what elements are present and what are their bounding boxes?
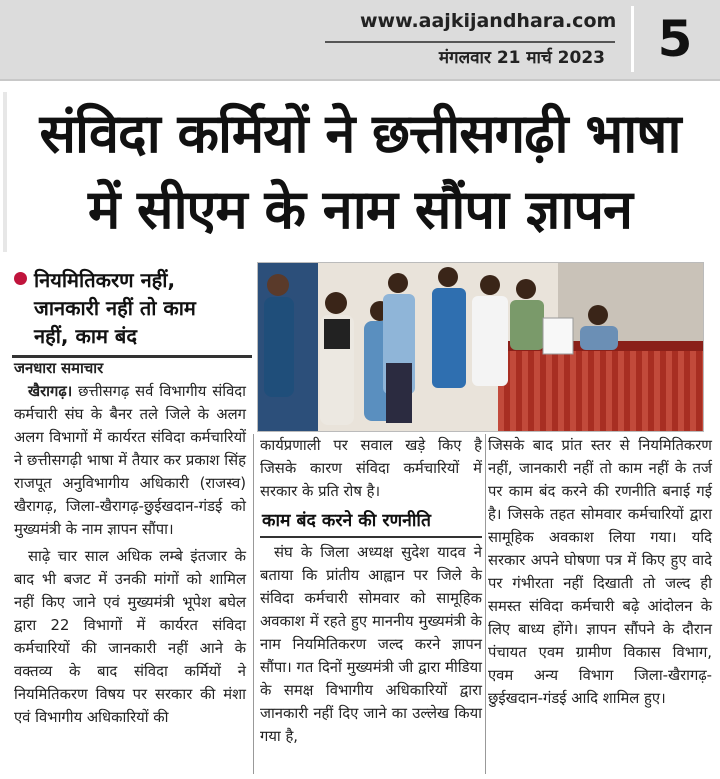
page-number: 5 <box>657 10 693 68</box>
issue-date: मंगलवार 21 मार्च 2023 <box>438 48 605 68</box>
column-2-paragraph-2: संघ के जिला अध्यक्ष सुदेश यादव ने बताया कि प्रांतीय आह्वान पर जिले के संविदा कर्मचारी सोमवार को सामूहिक अवकाश में रहते हुए माननीय मुख्यमंत्री के नाम नियमितिकरण जल्द करने ज्ञापन सौंपा। गत दिनों मुख्यमंत्री जी द्वारा मीडिया के समक्ष विभागीय अधिकारियों द्वारा जानकारी नहीं दिए जाने का उल्लेख किया गया है, <box>260 544 482 745</box>
column-separator-2 <box>485 434 486 774</box>
headline-line-1: संविदा कर्मियों ने छत्तीसगढ़ी भाषा <box>39 102 681 165</box>
dateline: खैरागढ़। <box>28 383 73 400</box>
photo-illustration <box>258 263 703 431</box>
headline <box>8 96 712 248</box>
column-1-paragraph-2: साढ़े चार साल अधिक लम्बे इंतजार के बाद भी बजट में उनकी मांगों को शामिल नहीं किए जाने एवं मुख्यमंत्री भूपेश बघेल द्वारा 22 विभागों में कार्यरत संविदा कर्मचारियों की जानकारी नहीं आने के वक्तव्य के बाद संविदा कर्मियों ने नियमितिकरण विषय पर सरकार की मंशा एवं विभागीय अधिकारियों की <box>14 548 246 726</box>
subheading-line-3: नहीं, काम बंद <box>34 324 137 348</box>
column-separator-1 <box>253 434 254 774</box>
news-photo <box>257 262 704 432</box>
column-1-paragraph-1-text: छत्तीसगढ़ सर्व विभागीय संविदा कर्मचारी संघ के बैनर तले जिले के अलग अलग विभागों में कार्यरत संविदा कर्मचारियों ने छत्तीसगढ़ी भाषा में तैयार कर प्रकाश सिंह राजपूत अनुविभागीय अधिकारी (राजस्व) खैरागढ़, जिला-खैरागढ़-छुईखदान-गंडई को मुख्यमंत्री के नाम ज्ञापन सौंपा। <box>14 383 246 538</box>
column-1-paragraph-1 <box>14 380 246 541</box>
header-rule <box>325 41 615 43</box>
website-url: www.aajkijandhara.com <box>360 10 617 32</box>
section-heading-rule <box>260 536 482 538</box>
page-header <box>0 0 720 81</box>
subheading-line-1: नियमितिकरण नहीं, <box>34 268 176 292</box>
column-2-paragraph-1: कार्यप्रणाली पर सवाल खड़े किए है जिसके कारण संविदा कर्मचारियों में सरकार के प्रति रोष है। <box>260 437 482 500</box>
section-heading: काम बंद करने की रणनीति <box>262 511 431 531</box>
headline-line-2: में सीएम के नाम सौंपा ज्ञापन <box>87 178 633 241</box>
left-margin-bar <box>3 92 7 252</box>
header-divider <box>631 6 634 72</box>
column-3-paragraph-1: जिसके बाद प्रांत स्तर से नियमितिकरण नहीं, जानकारी नहीं तो काम नहीं के तर्ज पर काम बंद करने की रणनीति बनाई गई है। जिसके तहत सोमवार कर्मचारियों द्वारा सामूहिक अवकाश लिया गया। यदि सरकार अपने घोषणा पत्र में किए हुए वादे पर गंभीरता नहीं दिखाती तो जल्द ही समस्त संविदा कर्मचारी बढ़े आंदोलन के लिए बाध्य होंगे। ज्ञापन सौंपने के दौरान पंचायत एवम ग्रामीण विकास विभाग, एवम अन्य विभाग जिला-खैरागढ़- छुईखदान-गंडई आदि शामिल हुए। <box>488 437 712 707</box>
byline: जनधारा समाचार <box>14 360 104 377</box>
column-1 <box>14 357 246 729</box>
subheading <box>34 266 254 350</box>
bullet-icon <box>14 272 27 285</box>
subheading-line-2: जानकारी नहीं तो काम <box>34 296 196 320</box>
